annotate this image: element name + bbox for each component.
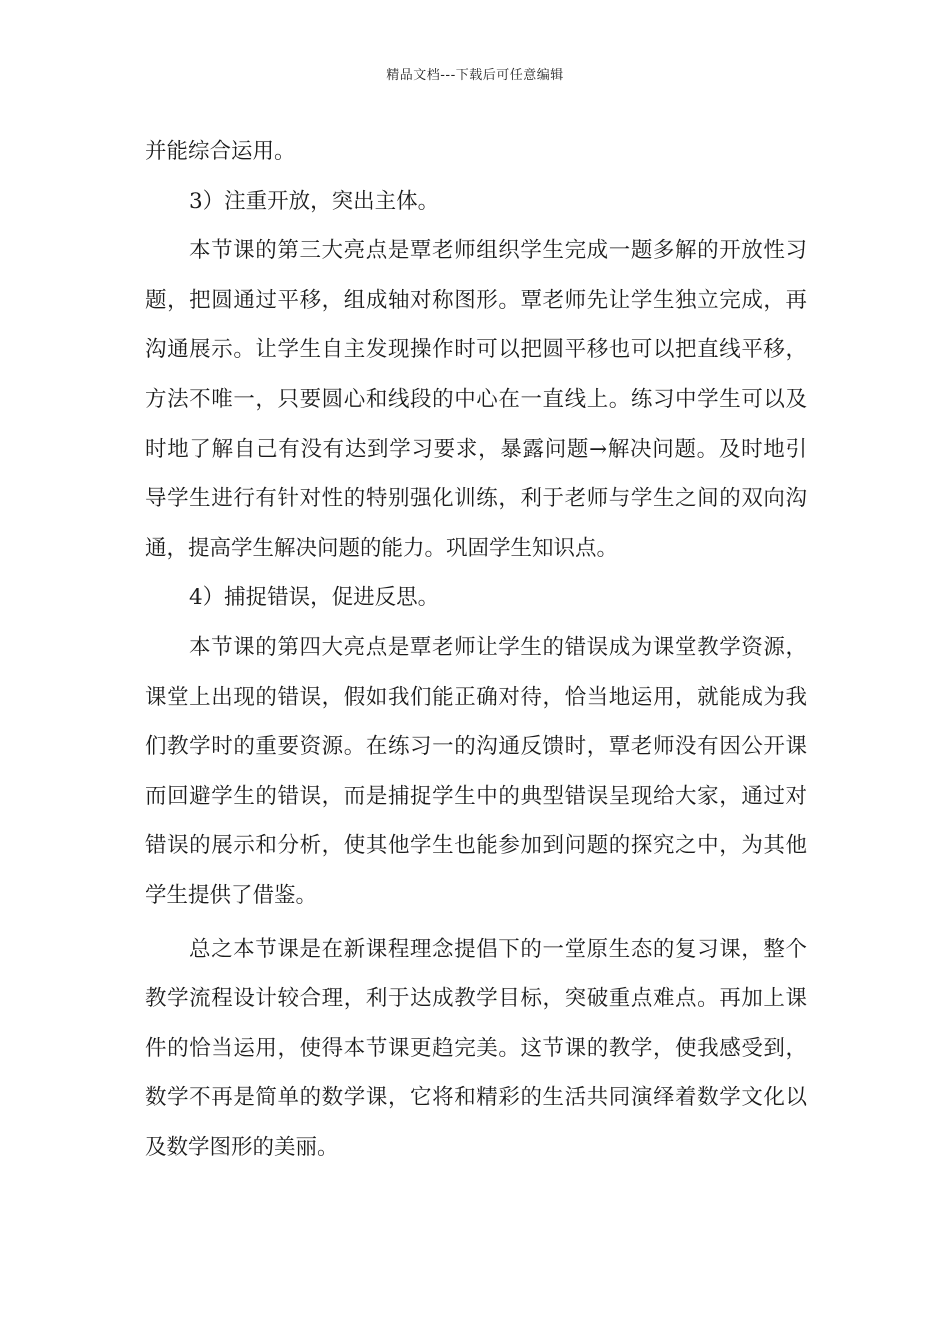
paragraph-highlight-3: 本节课的第三大亮点是覃老师组织学生完成一题多解的开放性习题，把圆通过平移，组成轴对称图形。覃老师先让学生独立完成，再沟通展示。让学生自主发现操作时可以把圆平移也可以把直线平移，方法不唯一，只要圆心和线段的中心在一直线上。练习中学生可以及时地了解自己有没有达到学习要求，暴露问题→解决问题。及时地引导学生进行有针对性的特别强化训练，利于老师与学生之间的双向沟通，提高学生解决问题的能力。巩固学生知识点。 [145,238,807,561]
document-body [145,127,807,1172]
paragraph-highlight-4: 本节课的第四大亮点是覃老师让学生的错误成为课堂教学资源，课堂上出现的错误，假如我们能正确对待，恰当地运用，就能成为我们教学时的重要资源。在练习一的沟通反馈时，覃老师没有因公开课而回避学生的错误，而是捕捉学生中的典型错误呈现给大家，通过对错误的展示和分析，使其他学生也能参加到问题的探究之中，为其他学生提供了借鉴。 [145,634,807,908]
paragraph-continuation: 并能综合运用。 [145,139,296,164]
section-heading-3: 3）注重开放，突出主体。 [189,188,440,214]
page-header: 精品文档---下载后可任意编辑 [386,68,564,83]
paragraph-summary: 总之本节课是在新课程理念提倡下的一堂原生态的复习课，整个教学流程设计较合理，利于达成教学目标，突破重点难点。再加上课件的恰当运用，使得本节课更趋完美。这节课的教学，使我感受到，数学不再是简单的数学课，它将和精彩的生活共同演绎着数学文化以及数学图形的美丽。 [145,936,807,1160]
section-heading-4: 4）捕捉错误，促进反思。 [189,585,440,611]
